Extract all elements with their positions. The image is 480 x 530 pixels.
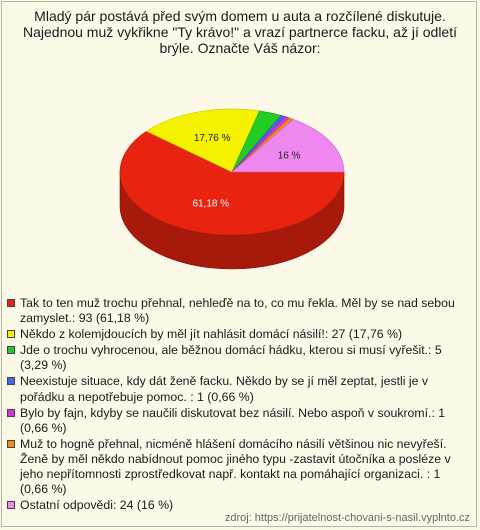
legend-label: Muž to hogně přehnal, nicméně hlášení domácího násilí většinou nic nevyřeší. Ženě by měl někdo nabídnout pomoc jiného typu -zastavit útočníka a posléze v jeho nepřítomnosti zprostředkovat např. kontakt na pomáhající organizaci. : 1 (0,66 %) — [20, 436, 451, 497]
legend-item — [7, 327, 469, 342]
title-line-2: Najednou muž vykřikne "Ty krávo!" a vrazí partnerce facku, až jí odletí — [22, 24, 457, 40]
legend-label: Neexistuje situace, kdy dát ženě facku. Někdo by se jí měl zeptat, jestli je v pořádku a nepotřebuje pomoc. : 1 (0,66 %) — [20, 374, 429, 404]
legend — [7, 296, 469, 514]
legend-label: Ostatní odpovědi: 24 (16 %) — [20, 498, 174, 513]
legend-item — [7, 374, 469, 404]
legend-item — [7, 343, 469, 373]
title-line-3: brýle. Označte Váš názor: — [159, 40, 321, 56]
legend-swatch — [7, 409, 15, 417]
legend-swatch — [7, 377, 15, 385]
legend-swatch — [7, 501, 15, 509]
source-note: zdroj: https://prijatelnost-chovani-s-nasil.vyplnto.cz — [224, 512, 470, 524]
legend-label: Jde o trochu vyhrocenou, ale běžnou domácí hádku, kterou si musí vyřešit.: 5 (3,29 %) — [20, 343, 442, 373]
legend-item — [7, 406, 469, 436]
pie-label-6: 16 % — [277, 150, 301, 162]
legend-item — [7, 296, 469, 326]
legend-label: Tak to ten muž trochu přehnal, nehleďě na to, co mu řekla. Měl by se nad sebou zamyslet.: 93 (61,18 %) — [20, 296, 455, 326]
legend-swatch — [7, 346, 15, 354]
legend-item — [7, 437, 469, 497]
pie-label-1: 17,76 % — [193, 133, 231, 145]
pie-label-0: 61,18 % — [192, 198, 230, 210]
legend-swatch — [7, 440, 15, 448]
title-line-1: Mladý pár postává před svým domem u auta a rozčílené diskutuje. — [34, 8, 446, 24]
legend-label: Někdo z kolemjdoucích by měl jít nahlásit domácí násilí!: 27 (17,76 %) — [20, 327, 403, 342]
legend-swatch — [7, 330, 15, 338]
legend-swatch — [7, 299, 15, 307]
legend-label: Bylo by fajn, kdyby se naučili diskutovat bez násilí. Nebo aspoň v soukromí.: 1 (0,66 %) — [20, 405, 446, 435]
